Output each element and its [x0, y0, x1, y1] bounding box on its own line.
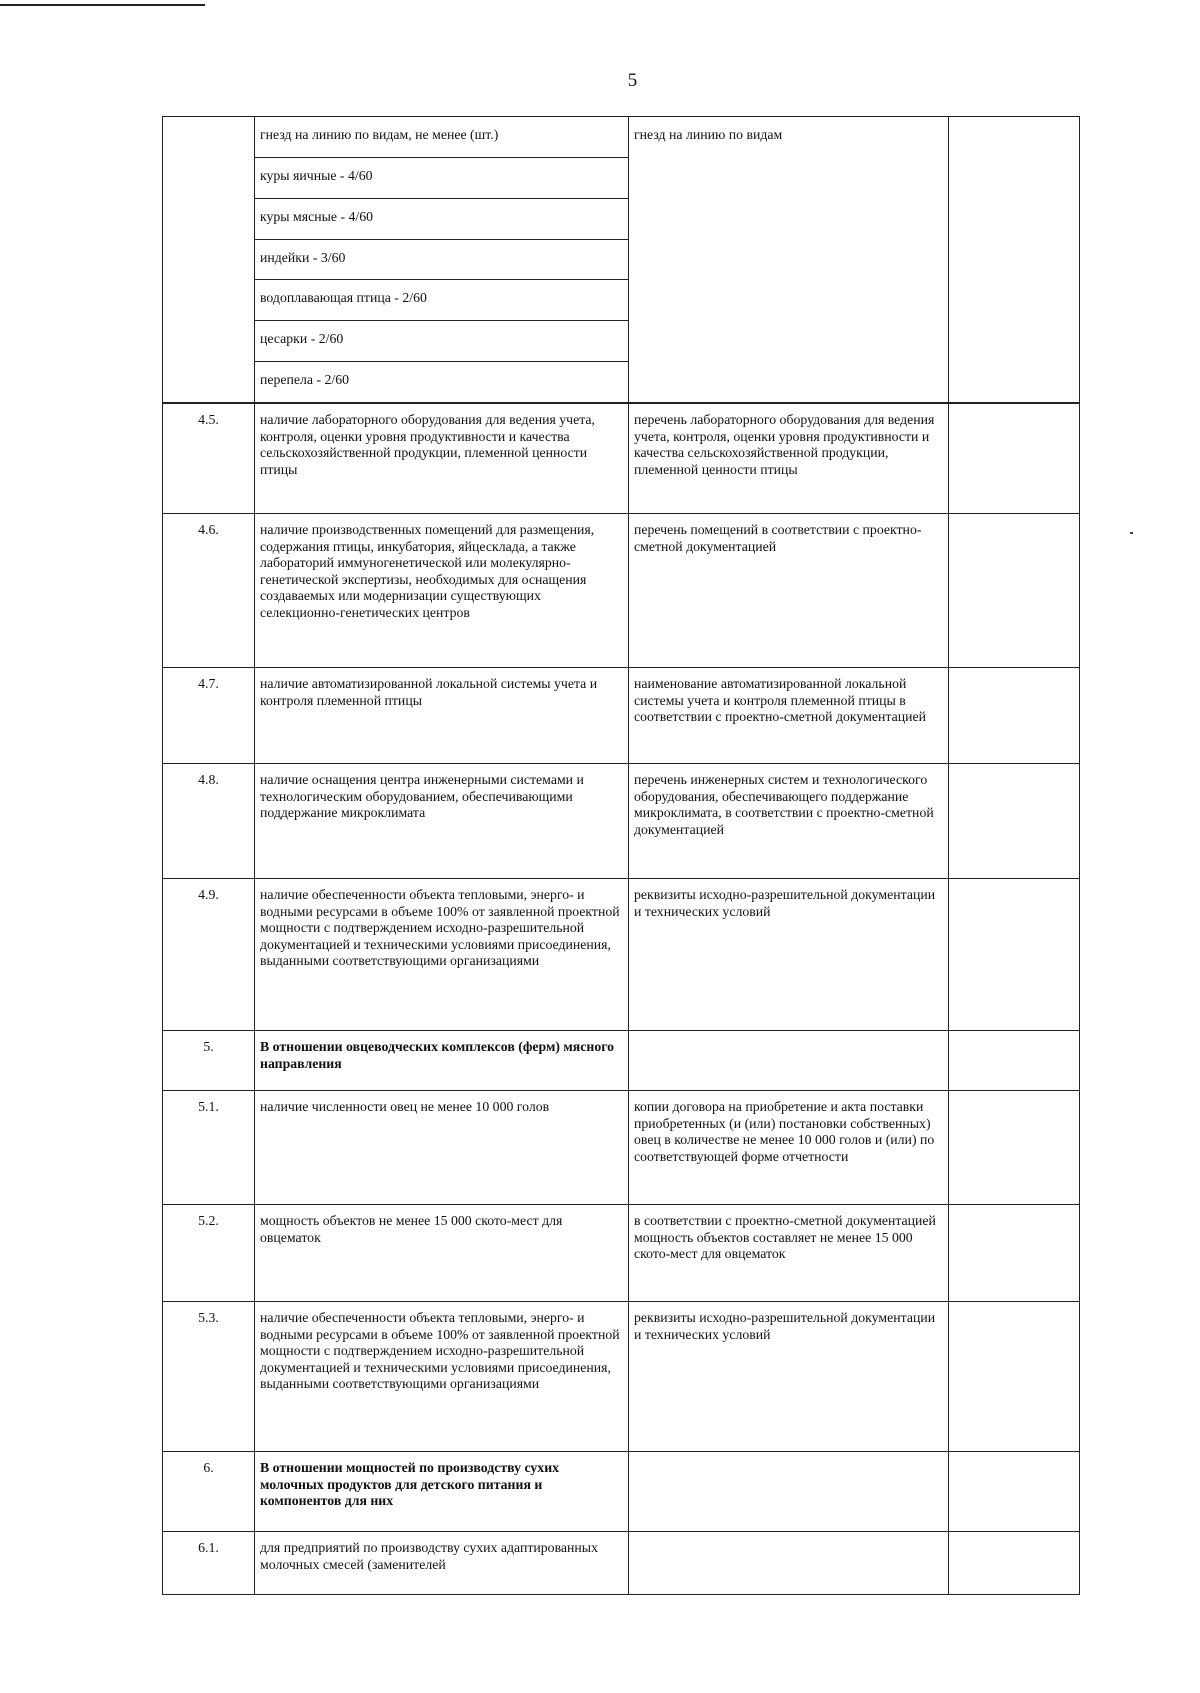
requirement-cell: наличие обеспеченности объекта тепловыми, энерго- и водными ресурсами в объеме 100% от заявленной проектной мощности с подтверждением исходно-разрешительной документацией и техническими условиями присоединения, выданными соответствующими организациями — [255, 879, 629, 1031]
section-row — [163, 1031, 1080, 1091]
row-number: 5.1. — [163, 1091, 255, 1205]
row-number: 4.5. — [163, 404, 255, 514]
document-cell: в соответствии с проектно-сметной документацией мощность объектов составляет не менее 15 000 ското-мест для овцематок — [629, 1205, 949, 1302]
document-cell — [629, 1031, 949, 1091]
sub-row-cell: куры яичные - 4/60 — [255, 157, 629, 198]
row-number: 5. — [163, 1031, 255, 1091]
table-row — [163, 117, 1080, 158]
table-row — [163, 1205, 1080, 1302]
table-row — [163, 1532, 1080, 1595]
note-cell — [949, 1031, 1080, 1091]
table-row — [163, 668, 1080, 764]
page-number: 5 — [627, 70, 638, 91]
sub-row-cell: индейки - 3/60 — [255, 239, 629, 280]
table-row — [163, 404, 1080, 514]
sub-row-cell: водоплавающая птица - 2/60 — [255, 280, 629, 321]
sub-row-cell: гнезд на линию по видам, не менее (шт.) — [255, 117, 629, 158]
note-cell — [949, 764, 1080, 879]
note-cell — [949, 117, 1080, 403]
document-cell: реквизиты исходно-разрешительной документации и технических условий — [629, 879, 949, 1031]
note-cell — [949, 1205, 1080, 1302]
corner-rule — [0, 4, 205, 6]
section-row — [163, 1452, 1080, 1532]
requirement-cell: наличие оснащения центра инженерными системами и технологическим оборудованием, обеспечивающими поддержание микроклимата — [255, 764, 629, 879]
sub-row-cell: перепела - 2/60 — [255, 362, 629, 403]
nest-lines-table — [162, 116, 1080, 403]
row-number: 5.3. — [163, 1302, 255, 1452]
document-cell: копии договора на приобретение и акта поставки приобретенных (и (или) постановки собственных) овец в количестве не менее 10 000 голов и (или) по соответствующей форме отчетности — [629, 1091, 949, 1205]
table-row — [163, 1302, 1080, 1452]
requirement-cell: наличие автоматизированной локальной системы учета и контроля племенной птицы — [255, 668, 629, 764]
row-number: 4.9. — [163, 879, 255, 1031]
note-cell — [949, 1091, 1080, 1205]
section-heading: В отношении мощностей по производству сухих молочных продуктов для детского питания и компонентов для них — [255, 1452, 629, 1532]
document-cell: перечень помещений в соответствии с проектно-сметной документацией — [629, 514, 949, 668]
row-number: 5.2. — [163, 1205, 255, 1302]
note-cell — [949, 668, 1080, 764]
note-cell — [949, 1452, 1080, 1532]
note-cell — [949, 1302, 1080, 1452]
requirements-table — [162, 403, 1080, 1595]
note-cell — [949, 879, 1080, 1031]
requirement-cell: мощность объектов не менее 15 000 ското-мест для овцематок — [255, 1205, 629, 1302]
sub-row-cell: куры мясные - 4/60 — [255, 198, 629, 239]
note-cell — [949, 404, 1080, 514]
row-number: 6.1. — [163, 1532, 255, 1595]
row-number: 4.8. — [163, 764, 255, 879]
table-row — [163, 514, 1080, 668]
document-cell: реквизиты исходно-разрешительной документации и технических условий — [629, 1302, 949, 1452]
requirement-cell: наличие численности овец не менее 10 000 голов — [255, 1091, 629, 1205]
row-number: 4.7. — [163, 668, 255, 764]
margin-mark — [1130, 532, 1133, 534]
document-cell: перечень лабораторного оборудования для ведения учета, контроля, оценки уровня продуктивности и качества сельскохозяйственной продукции, племенной ценности птицы — [629, 404, 949, 514]
document-cell — [629, 1532, 949, 1595]
table-row — [163, 764, 1080, 879]
row-number: 6. — [163, 1452, 255, 1532]
note-cell — [949, 1532, 1080, 1595]
number-cell — [163, 117, 255, 403]
sub-row-cell: цесарки - 2/60 — [255, 321, 629, 362]
note-cell — [949, 514, 1080, 668]
document-cell: наименование автоматизированной локальной системы учета и контроля племенной птицы в соответствии с проектно-сметной документацией — [629, 668, 949, 764]
table-row — [163, 879, 1080, 1031]
table-row — [163, 1091, 1080, 1205]
requirement-cell: наличие лабораторного оборудования для ведения учета, контроля, оценки уровня продуктивности и качества сельскохозяйственной продукции, племенной ценности птицы — [255, 404, 629, 514]
document-cell: перечень инженерных систем и технологического оборудования, обеспечивающего поддержание микроклимата, в соответствии с проектно-сметной документацией — [629, 764, 949, 879]
document-cell — [629, 1452, 949, 1532]
section-heading: В отношении овцеводческих комплексов (ферм) мясного направления — [255, 1031, 629, 1091]
document-cell: гнезд на линию по видам — [629, 117, 949, 403]
requirement-cell: наличие производственных помещений для размещения, содержания птицы, инкубатория, яйцесклада, а также лабораторий иммуногенетической или молекулярно-генетической экспертизы, необходимых для оснащения создаваемых или модернизации существующих селекционно-генетических центров — [255, 514, 629, 668]
requirement-cell: для предприятий по производству сухих адаптированных молочных смесей (заменителей — [255, 1532, 629, 1595]
row-number: 4.6. — [163, 514, 255, 668]
requirement-cell: наличие обеспеченности объекта тепловыми, энерго- и водными ресурсами в объеме 100% от заявленной проектной мощности с подтверждением исходно-разрешительной документацией и техническими условиями присоединения, выданными соответствующими организациями — [255, 1302, 629, 1452]
